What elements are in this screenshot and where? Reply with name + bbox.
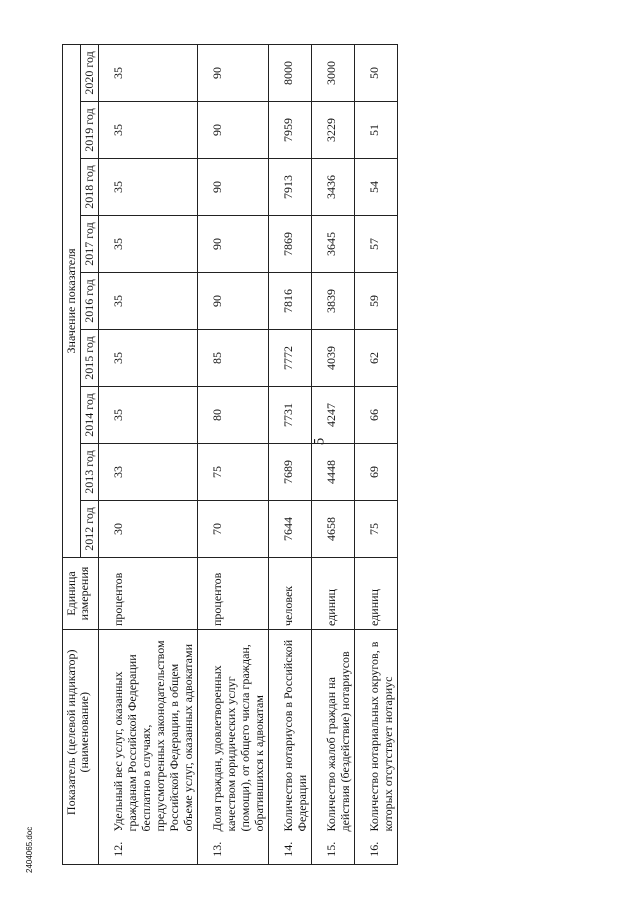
row-value: 35 xyxy=(99,44,198,101)
row-value: 7816 xyxy=(269,273,312,330)
header-indicator: Показатель (целевой индикатор) (наименование) xyxy=(63,630,99,835)
row-index: 14. xyxy=(269,835,312,865)
row-unit: процентов xyxy=(99,558,198,630)
header-year: 2016 год xyxy=(81,273,99,330)
header-unit: Единица измерения xyxy=(63,558,99,630)
row-value: 35 xyxy=(99,273,198,330)
header-year: 2018 год xyxy=(81,159,99,216)
row-value: 90 xyxy=(198,102,269,159)
header-year: 2019 год xyxy=(81,102,99,159)
header-year: 2017 год xyxy=(81,216,99,273)
row-value: 62 xyxy=(355,330,398,387)
header-row-1 xyxy=(63,44,81,864)
table-row xyxy=(355,44,398,864)
header-idx xyxy=(63,835,99,865)
row-value: 35 xyxy=(99,102,198,159)
footer-filename: 2404065.doc xyxy=(25,826,34,873)
table-row xyxy=(198,44,269,864)
row-value: 50 xyxy=(355,44,398,101)
row-indicator-name: Доля граждан, удовлетворенных качеством юридических услуг (помощи), от общего числа граждан, обратившихся к адвокатам xyxy=(198,630,269,835)
row-value: 3436 xyxy=(312,159,355,216)
header-year: 2012 год xyxy=(81,501,99,558)
header-year: 2015 год xyxy=(81,330,99,387)
row-value: 8000 xyxy=(269,44,312,101)
row-value: 75 xyxy=(355,501,398,558)
row-value: 54 xyxy=(355,159,398,216)
row-indicator-name: Количество нотариальных округов, в которых отсутствует нотариус xyxy=(355,630,398,835)
row-indicator-name: Удельный вес услуг, оказанных гражданам Российской Федерации бесплатно в случаях, предусмотренных законодательством Российской Федерации, в общем объеме услуг, оказанных адвокатами xyxy=(99,630,198,835)
row-value: 33 xyxy=(99,444,198,501)
row-unit: человек xyxy=(269,558,312,630)
indicator-table xyxy=(62,44,398,865)
row-value: 57 xyxy=(355,216,398,273)
row-value: 3229 xyxy=(312,102,355,159)
row-value: 75 xyxy=(198,444,269,501)
row-value: 59 xyxy=(355,273,398,330)
row-value: 90 xyxy=(198,216,269,273)
row-value: 7913 xyxy=(269,159,312,216)
row-value: 70 xyxy=(198,501,269,558)
row-value: 7772 xyxy=(269,330,312,387)
row-value: 80 xyxy=(198,387,269,444)
page-number: 5 xyxy=(311,437,328,446)
row-value: 30 xyxy=(99,501,198,558)
row-value: 7731 xyxy=(269,387,312,444)
row-value: 90 xyxy=(198,273,269,330)
row-unit: процентов xyxy=(198,558,269,630)
row-value: 66 xyxy=(355,387,398,444)
header-year: 2013 год xyxy=(81,444,99,501)
row-value: 4247 xyxy=(312,387,355,444)
row-value: 90 xyxy=(198,159,269,216)
row-value: 35 xyxy=(99,387,198,444)
row-unit: единиц xyxy=(312,558,355,630)
row-value: 3000 xyxy=(312,44,355,101)
row-index: 15. xyxy=(312,835,355,865)
row-index: 12. xyxy=(99,835,198,865)
row-value: 7869 xyxy=(269,216,312,273)
header-year: 2014 год xyxy=(81,387,99,444)
row-unit: единиц xyxy=(355,558,398,630)
header-year: 2020 год xyxy=(81,44,99,101)
row-value: 3645 xyxy=(312,216,355,273)
row-indicator-name: Количество жалоб граждан на действия (бездействие) нотариусов xyxy=(312,630,355,835)
table-row xyxy=(312,44,355,864)
row-value: 7689 xyxy=(269,444,312,501)
row-value: 90 xyxy=(198,44,269,101)
table-body xyxy=(99,44,398,864)
row-value: 7644 xyxy=(269,501,312,558)
indicator-table-container xyxy=(62,45,622,865)
row-value: 51 xyxy=(355,102,398,159)
row-index: 16. xyxy=(355,835,398,865)
row-value: 4448 xyxy=(312,444,355,501)
row-value: 7959 xyxy=(269,102,312,159)
row-index: 13. xyxy=(198,835,269,865)
table-row xyxy=(99,44,198,864)
row-value: 4658 xyxy=(312,501,355,558)
row-value: 69 xyxy=(355,444,398,501)
row-indicator-name: Количество нотариусов в Российской Федерации xyxy=(269,630,312,835)
header-value-group: Значение показателя xyxy=(63,44,81,557)
row-value: 3839 xyxy=(312,273,355,330)
row-value: 85 xyxy=(198,330,269,387)
row-value: 35 xyxy=(99,159,198,216)
row-value: 35 xyxy=(99,330,198,387)
row-value: 4039 xyxy=(312,330,355,387)
table-row xyxy=(269,44,312,864)
row-value: 35 xyxy=(99,216,198,273)
